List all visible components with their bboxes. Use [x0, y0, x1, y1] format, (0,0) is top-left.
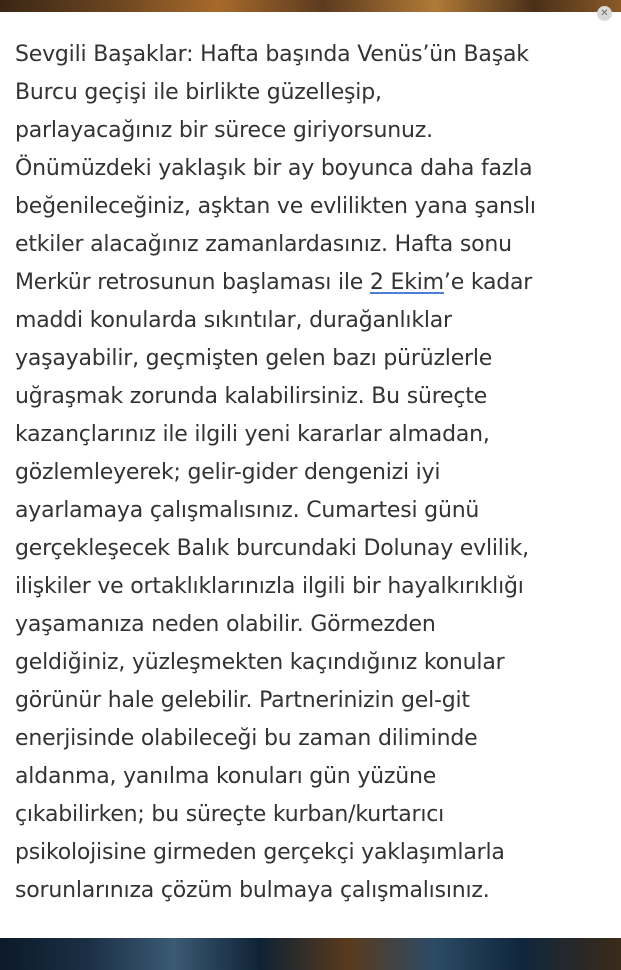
article-line: gerçekleşecek Balık burcundaki Dolunay evlilik,: [15, 536, 529, 561]
article-line: aldanma, yanılma konuları gün yüzüne: [15, 764, 437, 789]
article-line: enerjisinde olabileceği bu zaman diliminde: [15, 726, 478, 751]
article-line: yaşamanıza neden olabilir. Görmezden: [15, 612, 436, 637]
article-line: kazançlarınız ile ilgili yeni kararlar almadan,: [15, 422, 490, 447]
article-line: sorunlarınıza çözüm bulmaya çalışmalısınız.: [15, 878, 490, 903]
article-line: Önümüzdeki yaklaşık bir ay boyunca daha fazla: [15, 156, 533, 181]
article-line: maddi konularda sıkıntılar, durağanlıklar: [15, 308, 452, 333]
article-line: Burcu geçişi ile birlikte güzelleşip,: [15, 80, 382, 105]
close-icon[interactable]: ✕: [597, 6, 612, 21]
article-line: yaşayabilir, geçmişten gelen bazı pürüzlerle: [15, 346, 493, 371]
article-line: ilişkiler ve ortaklıklarınızla ilgili bir hayalkırıklığı: [15, 574, 524, 599]
article-line: Sevgili Başaklar: Hafta başında Venüs’ün Başak: [15, 42, 529, 67]
article-line: psikolojisine girmeden gerçekçi yaklaşımlarla: [15, 840, 505, 865]
article-line: etkiler alacağınız zamanlardasınız. Hafta sonu: [15, 232, 512, 257]
bottom-background-image: [0, 938, 621, 970]
article-line: gözlemleyerek; gelir-gider dengenizi iyi: [15, 460, 441, 485]
date-link[interactable]: 2 Ekim: [369, 270, 444, 295]
horoscope-article: [15, 36, 613, 910]
article-text: Merkür retrosunun başlaması ile: [15, 270, 370, 295]
article-line: görünür hale gelebilir. Partnerinizin gel-git: [15, 688, 470, 713]
article-line: uğraşmak zorunda kalabilirsiniz. Bu süreçte: [15, 384, 488, 409]
article-line: [15, 264, 613, 302]
top-background-image: [0, 0, 621, 12]
article-line: geldiğiniz, yüzleşmekten kaçındığınız konular: [15, 650, 505, 675]
article-line: parlayacağınız bir sürece giriyorsunuz.: [15, 118, 433, 143]
article-line: ayarlamaya çalışmalısınız. Cumartesi günü: [15, 498, 480, 523]
article-line: beğenileceğiniz, aşktan ve evlilikten yana şanslı: [15, 194, 536, 219]
article-text: ’e kadar: [443, 270, 533, 295]
article-line: çıkabilirken; bu süreçte kurban/kurtarıcı: [15, 802, 445, 827]
